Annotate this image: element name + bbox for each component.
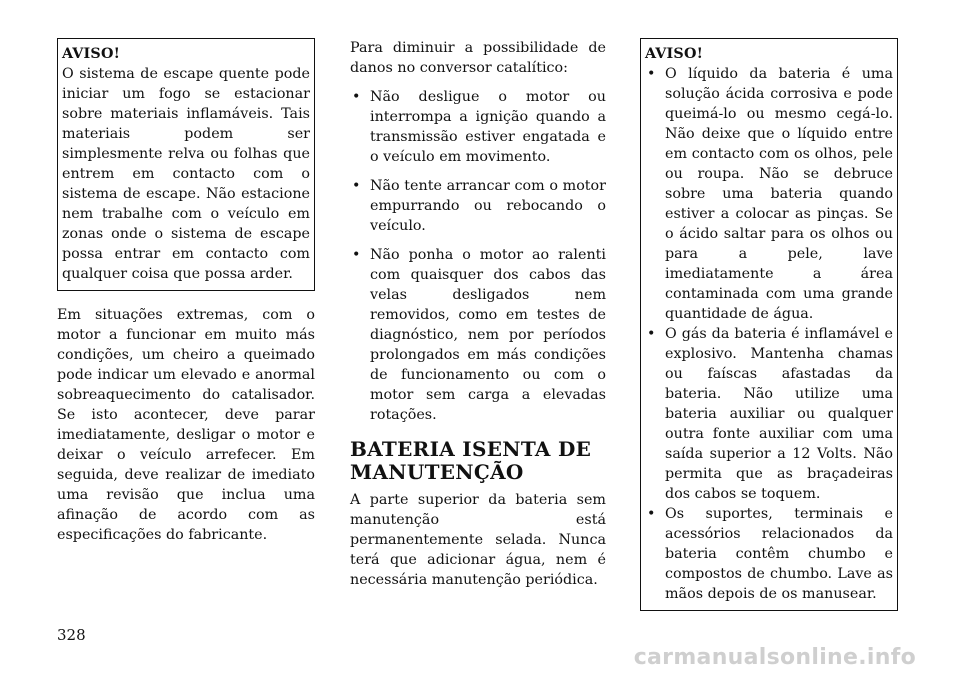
- page-number: 328: [57, 626, 86, 644]
- warning-text: O sistema de escape quente pode iniciar um fogo se estacionar sobre materiais inflamáveis. Tais materiais podem ser simplesmente relva ou folhas que entrem em contacto com o sistema de escape. Não estacione nem trabalhe com o veículo em zonas onde o sistema de escape possa entrar em contacto com qualquer coisa que possa arder.: [62, 66, 310, 282]
- bullet-item: • Os suportes, terminais e acessórios relacionados da bateria contêm chumbo e compostos de chumbo. Lave as mãos depois de os manusear.: [645, 504, 893, 604]
- warning-title: AVISO!: [645, 46, 704, 62]
- middle-column: [350, 38, 606, 590]
- battery-warning-box: [640, 38, 898, 611]
- bullet-item: • Não ponha o motor ao ralenti com quaisquer dos cabos das velas desligados nem removidos, como em testes de diagnóstico, nem por períodos prolongados em más condições de funcionamento ou com o motor sem carga a elevadas rotações.: [350, 245, 606, 425]
- bullet-item: • O líquido da bateria é uma solução ácida corrosiva e pode queimá-lo ou mesmo cegá-lo. Não deixe que o líquido entre em contacto com os olhos, pele ou roupa. Não se debruce sobre uma bateria quando estiver a colocar as pinças. Se o ácido saltar para os olhos ou para a pele, lave imediatamente a área contaminada com uma grande quantidade de água.: [645, 64, 893, 324]
- catalyst-overheat-paragraph: Em situações extremas, com o motor a funcionar em muito más condições, um cheiro a queimado pode indicar um elevado e anormal sobreaquecimento do catalisador. Se isto acontecer, deve parar imediatamente, desligar o motor e deixar o veículo arrefecer. Em seguida, deve realizar de imediato uma revisão que inclua uma afinação de acordo com as especificações do fabricante.: [57, 307, 315, 543]
- bullet-item: • O gás da bateria é inflamável e explosivo. Mantenha chamas ou faíscas afastadas da bateria. Não utilize uma bateria auxiliar ou qualquer outra fonte auxiliar com uma saída superior a 12 Volts. Não permita que as braçadeiras dos cabos se toquem.: [645, 324, 893, 504]
- bullet-item: • Não desligue o motor ou interrompa a ignição quando a transmissão estiver engatada e o veículo em movimento.: [350, 87, 606, 167]
- battery-paragraph: A parte superior da bateria sem manutenção está permanentemente selada. Nunca terá que adicionar água, nem é necessária manutenção periódica.: [350, 492, 606, 588]
- battery-warning-list: [645, 64, 893, 604]
- right-column: [640, 38, 898, 611]
- warning-title: AVISO!: [62, 46, 121, 62]
- section-heading: BATERIA ISENTA DE MANUTENÇÃO: [350, 437, 592, 484]
- catalyst-intro: Para diminuir a possibilidade de danos no conversor catalítico:: [350, 40, 606, 76]
- bullet-item: • Não tente arrancar com o motor empurrando ou rebocando o veículo.: [350, 176, 606, 236]
- left-column: [57, 38, 315, 545]
- watermark: carmanualsonline.info: [633, 645, 916, 670]
- exhaust-warning-box: [57, 38, 315, 291]
- catalyst-bullet-list: [350, 87, 606, 425]
